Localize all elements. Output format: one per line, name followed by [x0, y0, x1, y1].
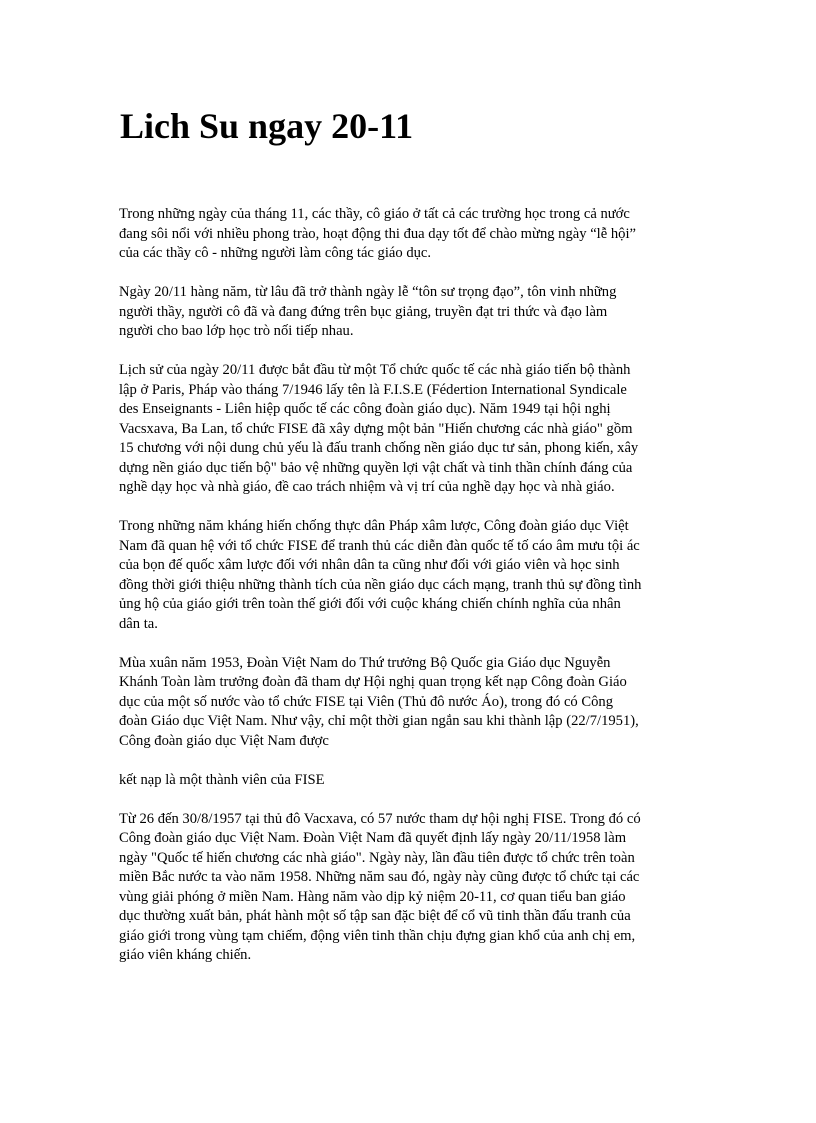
text-line: Trong những năm kháng hiến chống thực dân Pháp xâm lược, Công đoàn giáo dục Việt	[119, 518, 629, 534]
paragraph	[119, 771, 699, 791]
text-line: người thầy, người cô đã và đang đứng trên bục giảng, truyền đạt tri thức và đạo làm	[119, 303, 608, 320]
text-line: Nam đã quan hệ với tổ chức FISE để tranh thủ các diễn đàn quốc tế tố cáo âm mưu tội ác	[119, 537, 640, 554]
text-line: ngày "Quốc tế hiến chương các nhà giáo". Ngày này, lần đầu tiên được tổ chức trên toàn	[119, 849, 635, 866]
text-line: dân ta.	[119, 615, 158, 632]
text-line: Công đoàn giáo dục Việt Nam. Đoàn Việt Nam đã quyết định lấy ngày 20/11/1958 làm	[119, 830, 627, 846]
text-line: giáo giới trong vùng tạm chiếm, động viên tinh thần chịu đựng gian khổ của anh chị em,	[119, 927, 636, 944]
text-line: Công đoàn giáo dục Việt Nam được	[119, 732, 329, 749]
text-line: nghề dạy học và nhà giáo, đề cao trách nhiệm và vị trí của nghề dạy học và nhà giáo.	[119, 479, 615, 495]
text-line: lập ở Paris, Pháp vào tháng 7/1946 lấy tên là F.I.S.E (Fédertion International Syndicale	[119, 381, 627, 398]
text-line: dựng nền giáo dục tiến bộ" bảo vệ những quyền lợi vật chất và tinh thần chính đáng của	[119, 459, 633, 476]
text-line: Trong những ngày của tháng 11, các thầy, cô giáo ở tất cả các trường học trong cả nước	[119, 206, 630, 222]
text-line: dục thường xuất bản, phát hành một số tập san đặc biệt để cổ vũ tinh thần đấu tranh của	[119, 908, 631, 924]
text-line: của các thầy cô - những người làm công tác giáo dục.	[119, 245, 432, 261]
paragraph	[119, 283, 699, 342]
text-line: của bọn đế quốc xâm lược đối với nhân dân ta cũng như đối với giáo viên và học sinh	[119, 557, 620, 573]
text-line: người cho bao lớp học trò nối tiếp nhau.	[119, 323, 354, 339]
text-line: giáo viên kháng chiến.	[119, 947, 252, 963]
text-line: Vacsxava, Ba Lan, tổ chức FISE đã xây dựng một bản "Hiến chương các nhà giáo" gồm	[119, 420, 633, 437]
text-line: Lịch sử của ngày 20/11 được bắt đầu từ một Tổ chức quốc tế các nhà giáo tiến bộ thành	[119, 362, 631, 378]
text-line: vùng giải phóng ở miền Nam. Hàng năm vào dịp kỷ niệm 20-11, cơ quan tiểu ban giáo	[119, 888, 626, 905]
text-line: kết nạp là một thành viên của FISE	[119, 771, 325, 788]
text-line: dục của một số nước vào tổ chức FISE tại Viên (Thủ đô nước Áo), trong đó có Công	[119, 693, 613, 710]
text-line: Ngày 20/11 hàng năm, từ lâu đã trở thành ngày lễ “tôn sư trọng đạo”, tôn vinh những	[119, 284, 617, 300]
document-title: Lich Su ngay 20-11	[120, 106, 414, 146]
text-line: đoàn Giáo dục Việt Nam. Như vậy, chỉ một thời gian ngắn sau khi thành lập (22/7/1951),	[119, 713, 639, 729]
paragraph	[119, 517, 699, 634]
text-line: des Enseignants - Liên hiệp quốc tế các công đoàn giáo dục). Năm 1949 tại hội nghị	[119, 401, 611, 417]
text-line: đồng thời giới thiệu những thành tích của nền giáo dục cách mạng, tranh thủ sự đồng tình	[119, 576, 642, 593]
text-line: 15 chương với nội dung chủ yếu là đấu tranh chống nền giáo dục tư sản, phong kiến, xây	[119, 440, 639, 456]
text-line: miền Bắc nước ta vào năm 1958. Những năm sau đó, ngày này cũng được tổ chức tại các	[119, 869, 640, 885]
document-body	[119, 205, 699, 985]
text-line: Từ 26 đến 30/8/1957 tại thủ đô Vacxava, có 57 nước tham dự hội nghị FISE. Trong đó có	[119, 810, 641, 827]
text-line: Mùa xuân năm 1953, Đoàn Việt Nam do Thứ trưởng Bộ Quốc gia Giáo dục Nguyễn	[119, 654, 611, 671]
paragraph	[119, 810, 699, 966]
text-line: Khánh Toàn làm trưởng đoàn đã tham dự Hội nghị quan trọng kết nạp Công đoàn Giáo	[119, 674, 627, 690]
paragraph	[119, 361, 699, 498]
paragraph	[119, 654, 699, 752]
text-line: đang sôi nổi với nhiều phong trào, hoạt động thi đua dạy tốt để chào mừng ngày “lễ hội”	[119, 225, 636, 242]
paragraph	[119, 205, 699, 264]
text-line: ủng hộ của giáo giới trên toàn thế giới đối với cuộc kháng chiến chính nghĩa của nhân	[119, 596, 621, 612]
